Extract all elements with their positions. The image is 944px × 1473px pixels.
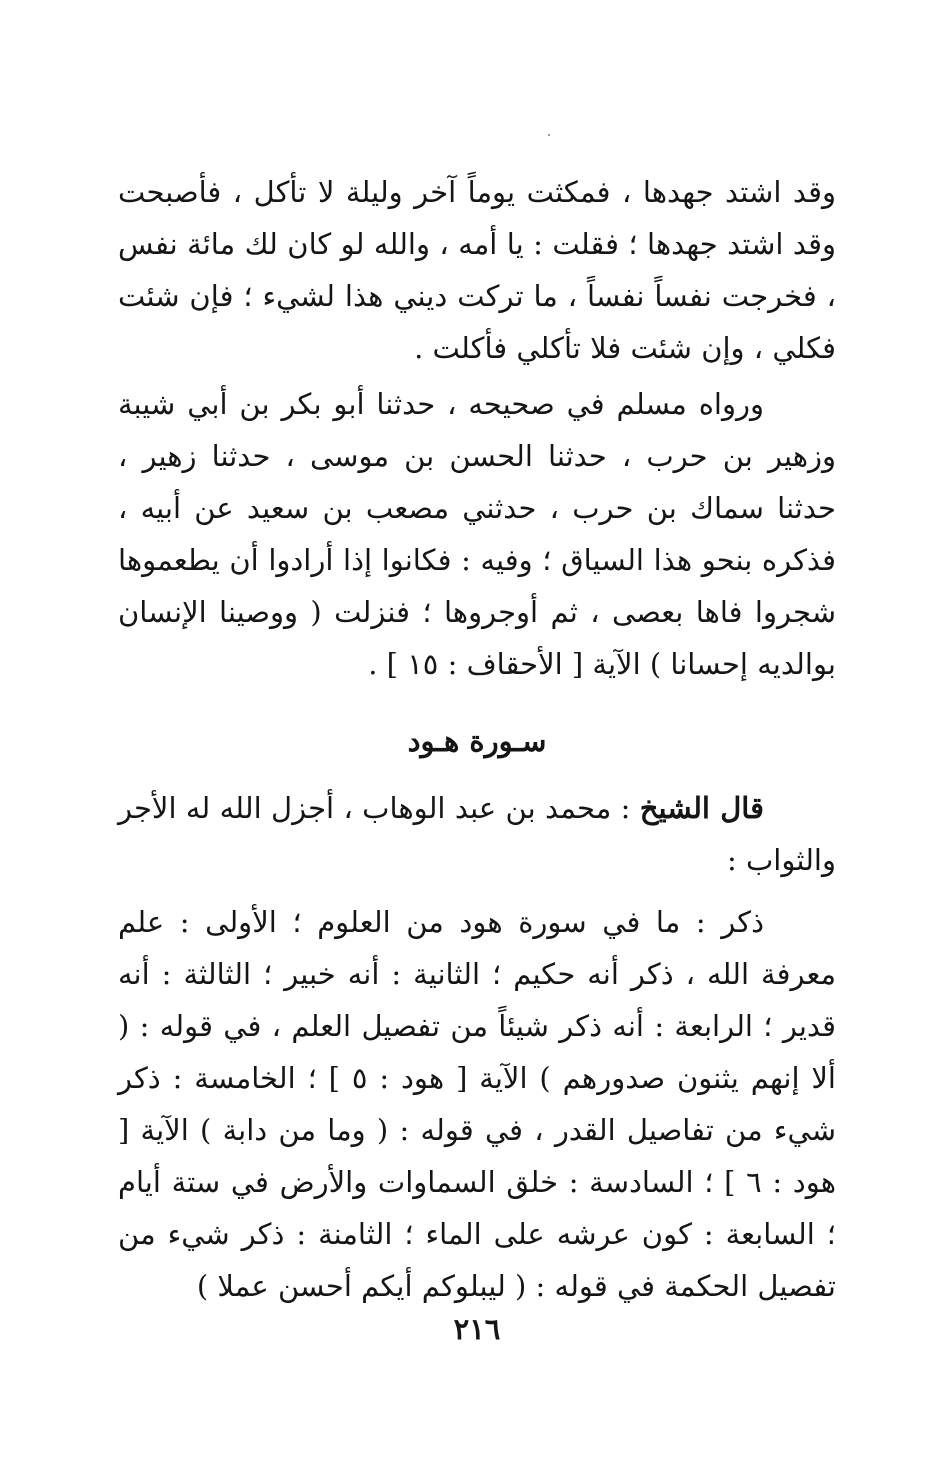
paragraph-3	[118, 782, 836, 886]
page-number: ٢١٦	[453, 1312, 501, 1346]
paragraph-1: وقد اشتد جهدها ، فمكثت يوماً آخر وليلة لا تأكل ، فأصبحت وقد اشتد جهدها ؛ فقلت : يا أمه ، والله لو كان لك مائة نفس ، فخرجت نفساً نفساً ، ما تركت ديني هذا لشيء ؛ فإن شئت فكلي ، وإن شئت فلا تأكلي فأكلت .	[118, 175, 836, 365]
paragraph-4: ذكر : ما في سورة هود من العلوم ؛ الأولى : علم معرفة الله ، ذكر أنه حكيم ؛ الثانية : أنه خبير ؛ الثالثة : أنه قدير ؛ الرابعة : أنه ذكر شيئاً من تفصيل العلم ، في قوله : ( ألا إنهم يثنون صدورهم ) الآية [ هود : ٥ ] ؛ الخامسة : ذكر شيء من تفاصيل القدر ، في قوله : ( وما من دابة ) الآية [ هود : ٦ ] ؛ السادسة : خلق السماوات والأرض في ستة أيام ؛ السابعة : كون عرشه على الماء ؛ الثامنة : ذكر شيء من تفصيل الحكمة في قوله : ( ليبلوكم أيكم أحسن عملا )	[118, 905, 836, 1303]
scan-speck	[548, 134, 550, 136]
document-page	[118, 160, 836, 1360]
paragraph-3-rest: : محمد بن عبد الوهاب ، أجزل الله له الأجر والثواب :	[118, 791, 836, 877]
paragraph-3-lead: قال الشيخ	[639, 791, 764, 825]
paragraph-2: ورواه مسلم في صحيحه ، حدثنا أبو بكر بن أبي شيبة وزهير بن حرب ، حدثنا الحسن بن موسى ، حدثنا زهير ، حدثنا سماك بن حرب ، حدثني مصعب بن سعيد عن أبيه ، فذكره بنحو هذا السياق ؛ وفيه : فكانوا إذا أرادوا أن يطعموها شجروا فاها بعصى ، ثم أوجروها ؛ فنزلت ( ووصينا الإنسان بوالديه إحسانا ) الآية [ الأحقاف : ١٥ ] .	[118, 387, 836, 681]
section-title: سـورة هـود	[407, 724, 547, 758]
